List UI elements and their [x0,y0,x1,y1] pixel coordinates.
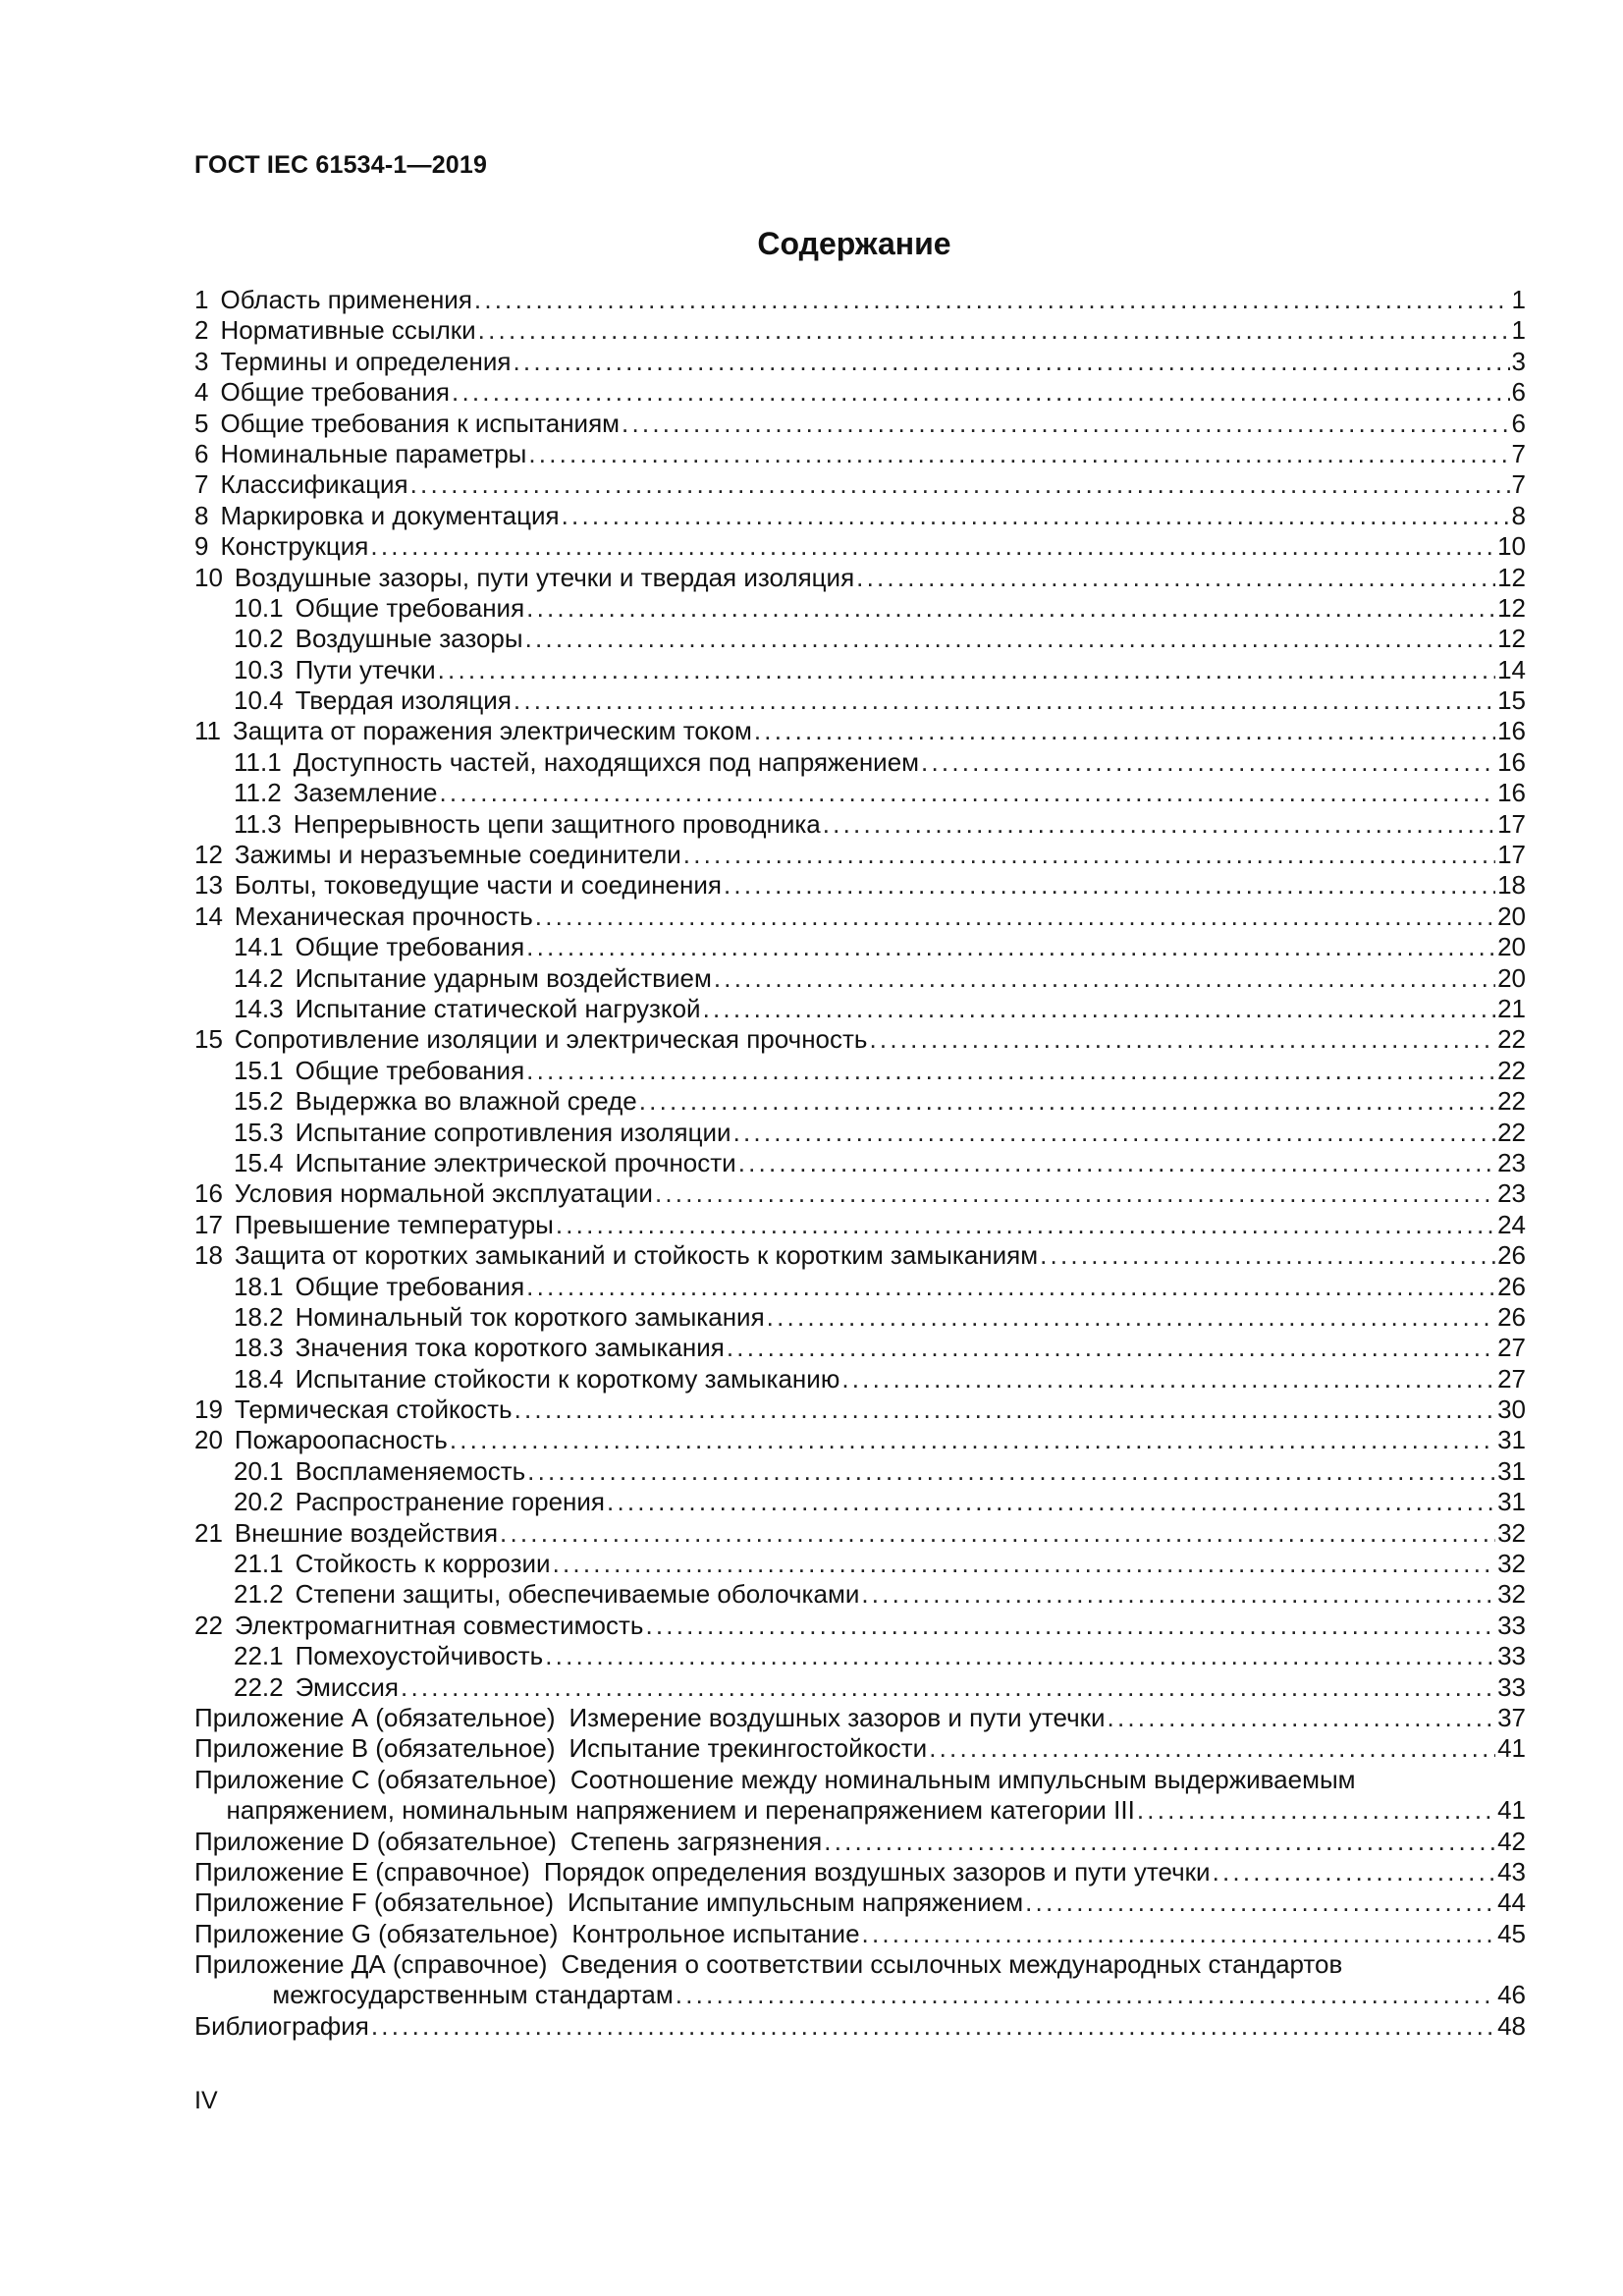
toc-entry-label: Испытание сопротивления изоляции [295,1117,731,1147]
toc-entry[interactable] [194,409,1526,439]
toc-entry-label: Термины и определения [220,346,512,376]
dot-leader [862,1919,1496,1949]
annex-title: Степень загрязнения [569,1826,823,1856]
dot-leader [738,1148,1495,1178]
toc-entry-number: 15 [194,1024,223,1055]
dot-leader [754,716,1495,746]
toc-entry[interactable] [194,1672,1526,1703]
dot-leader [676,1980,1495,2010]
toc-entry-label: Механическая прочность [234,901,533,931]
toc-entry[interactable] [194,1487,1526,1517]
toc-entry-number: 9 [194,531,209,562]
toc-entry-number: 10.2 [234,624,284,654]
annex-prefix: Приложение А (обязательное) [194,1702,556,1732]
toc-entry-number: 1 [194,285,209,314]
toc-entry[interactable] [194,1333,1526,1363]
toc-entry[interactable] [194,655,1526,685]
toc-entry-page: 17 [1497,840,1526,870]
annex-title-continuation: напряжением, номинальным напряжением и перенапряжением категории III [226,1795,1135,1826]
toc-entry[interactable] [194,439,1526,469]
toc-entry[interactable] [194,1579,1526,1610]
toc-entry-number: 14.2 [234,962,284,993]
toc-entry-page: 20 [1497,932,1526,962]
toc-entry-page: 26 [1497,1240,1526,1271]
toc-entry-page: 16 [1497,778,1526,808]
toc-entry-label: Сопротивление изоляции и электрическая прочность [234,1024,868,1055]
dot-leader [535,902,1495,932]
toc-entry-number: 2 [194,315,209,346]
toc-entry[interactable] [194,685,1526,716]
toc-entry-number: 18.2 [234,1301,284,1332]
annex-title: Порядок определения воздушных зазоров и пути утечки [543,1856,1211,1886]
toc-entry-number: 20.2 [234,1487,284,1517]
toc-entry[interactable] [194,1024,1526,1055]
toc-entry-page: 41 [1497,1795,1526,1826]
toc-entry[interactable] [194,809,1526,840]
toc-entry-number: 17 [194,1209,223,1239]
dot-leader [562,501,1510,531]
toc-entry-page: 18 [1497,870,1526,901]
toc-entry-number: 3 [194,346,209,376]
toc-entry-page: 16 [1497,716,1526,746]
dot-leader [526,1272,1495,1302]
dot-leader [401,1672,1495,1703]
toc-entry-number: 15.4 [234,1147,284,1177]
dot-leader [824,1827,1495,1857]
dot-leader [703,994,1496,1024]
dot-leader [1040,1240,1495,1271]
toc-entry-page: 27 [1497,1363,1526,1394]
toc-entry[interactable] [194,1272,1526,1302]
toc-entry-number: 11 [194,716,221,746]
toc-entry-number: 13 [194,870,223,901]
toc-entry-number: 10 [194,562,223,592]
toc-entry-label: Заземление [293,778,438,808]
toc-entry-label: Болты, токоведущие части и соединения [234,870,722,901]
toc-entry[interactable] [194,932,1526,962]
toc-entry-label: Классификация [220,469,408,500]
dot-leader [513,347,1509,377]
toc-entry-page: 41 [1497,1733,1526,1764]
dot-leader [767,1302,1495,1333]
toc-entry[interactable] [194,870,1526,901]
toc-entry-number: 11.1 [234,746,282,777]
dot-leader [622,409,1509,439]
dot-leader [929,1733,1495,1764]
toc-entry[interactable] [194,1394,1526,1425]
toc-entry[interactable] [194,1456,1526,1487]
toc-entry[interactable] [194,593,1526,624]
toc-entry-page: 32 [1497,1517,1526,1548]
toc-entry-page: 15 [1497,685,1526,716]
toc-entry-page: 26 [1497,1271,1526,1301]
dot-leader [1025,1887,1495,1918]
toc-entry-label: Общие требования [220,377,451,408]
dot-leader [514,1394,1496,1425]
toc-annex-entry[interactable] [194,1857,1526,1887]
toc-entry-page: 7 [1511,438,1526,468]
toc-entry[interactable] [194,902,1526,932]
annex-title-continuation: межгосударственным стандартам [272,1980,674,2010]
toc-entry-label: Выдержка во влажной среде [295,1086,637,1117]
toc-entry-page: 42 [1497,1826,1526,1856]
toc-entry-page: 31 [1497,1487,1526,1517]
dot-leader [438,655,1495,685]
toc-entry-label: Воздушные зазоры, пути утечки и твердая изоляция [234,562,855,592]
toc-entry-label: Защита от коротких замыканий и стойкость к коротким замыканиям [234,1240,1039,1271]
dot-leader [841,1364,1495,1394]
toc-entry-number: 14 [194,901,223,931]
dot-leader [526,593,1495,624]
toc-entry-number: 22.2 [234,1671,284,1702]
toc-annex-entry[interactable] [194,1887,1526,1918]
toc-entry-number: 15.2 [234,1086,284,1117]
annex-prefix: Приложение F (обязательное) [194,1887,555,1918]
toc-entry[interactable] [194,563,1526,593]
dot-leader [525,624,1496,654]
toc-entry-number: 21.1 [234,1549,284,1579]
toc-entry-number: 16 [194,1178,223,1209]
toc-entry[interactable] [194,1425,1526,1455]
table-of-contents [194,285,1526,2042]
toc-entry-number: 15.3 [234,1117,284,1147]
toc-entry[interactable] [194,1178,1526,1209]
dot-leader [556,1210,1495,1240]
toc-annex-continuation[interactable] [194,1980,1526,2010]
toc-entry-label: Непрерывность цепи защитного проводника [293,808,821,839]
toc-entry-number: 18.1 [234,1271,284,1301]
annex-prefix: Приложение С (обязательное) [194,1764,557,1794]
toc-entry[interactable] [194,778,1526,808]
toc-entry-page: 48 [1497,2010,1526,2041]
toc-entry[interactable] [194,1641,1526,1671]
toc-entry-label: Внешние воздействия [234,1517,499,1548]
toc-entry-page: 21 [1497,993,1526,1023]
toc-entry-page: 12 [1497,624,1526,654]
toc-entry-page: 31 [1497,1425,1526,1455]
dot-leader [478,315,1510,346]
toc-entry-label: Электромагнитная совместимость [234,1610,644,1640]
dot-leader [553,1549,1496,1579]
dot-leader [921,747,1495,778]
toc-entry[interactable] [194,285,1526,315]
toc-entry-page: 33 [1497,1610,1526,1640]
toc-entry-label: Защита от поражения электрическим током [233,716,752,746]
toc-entry-page: 43 [1497,1856,1526,1886]
dot-leader [856,563,1495,593]
toc-entry-number: 10.1 [234,592,284,623]
toc-entry-page: 26 [1497,1301,1526,1332]
annex-title: Испытание трекингостойкости [568,1733,928,1764]
dot-leader [714,963,1495,994]
toc-entry-label: Доступность частей, находящихся под напряжением [293,746,920,777]
toc-entry-page: 22 [1497,1024,1526,1055]
toc-entry-number: 5 [194,408,209,438]
toc-entry-page: 8 [1511,500,1526,530]
toc-entry-label: Испытание стойкости к короткому замыканию [295,1363,840,1394]
toc-entry[interactable] [194,469,1526,500]
dot-leader [371,2011,1495,2042]
dot-leader [452,377,1510,408]
page-title: Содержание [757,226,951,261]
toc-entry-label: Степени защиты, обеспечиваемые оболочками [295,1579,860,1610]
toc-annex-entry[interactable] [194,1949,1526,1980]
toc-entry-page: 44 [1497,1887,1526,1918]
toc-entry[interactable] [194,1210,1526,1240]
toc-entry[interactable] [194,1364,1526,1394]
toc-annex-entry[interactable] [194,1765,1526,1795]
toc-entry-label: Эмиссия [295,1671,400,1702]
toc-entry[interactable] [194,377,1526,408]
annex-title: Испытание импульсным напряжением [568,1887,1024,1918]
dot-leader [545,1641,1495,1671]
dot-leader [683,840,1495,870]
dot-leader [440,778,1496,808]
dot-leader [526,932,1495,962]
annex-prefix: Приложение В (обязательное) [194,1733,556,1764]
dot-leader [1213,1857,1496,1887]
annex-title: Соотношение между номинальным импульсным выдерживаемым [569,1764,1356,1794]
dot-leader [869,1024,1495,1055]
dot-leader [500,1518,1495,1549]
toc-entry-page: 46 [1497,1980,1526,2010]
toc-entry-page: 22 [1497,1117,1526,1147]
toc-entry-label: Термическая стойкость [234,1394,513,1425]
toc-annex-entry[interactable] [194,1919,1526,1949]
toc-entry-page: 22 [1497,1086,1526,1117]
toc-entry-page: 32 [1497,1579,1526,1610]
toc-entry-page: 24 [1497,1209,1526,1239]
toc-entry-page: 17 [1497,808,1526,839]
toc-entry-label: Номинальный ток короткого замыкания [295,1301,765,1332]
toc-entry-label: Маркировка и документация [220,500,560,530]
toc-entry[interactable] [194,1549,1526,1579]
annex-prefix: Приложение G (обязательное) [194,1918,559,1948]
toc-entry-label: Пожароопасность [234,1425,448,1455]
dot-leader [607,1487,1495,1517]
toc-entry-label: Воспламеняемость [295,1455,526,1486]
toc-entry[interactable] [194,1056,1526,1086]
toc-entry-label: Пути утечки [295,654,436,684]
toc-entry-label: Воздушные зазоры [295,624,523,654]
toc-entry-number: 10.4 [234,685,284,716]
dot-leader [528,439,1509,469]
toc-entry[interactable] [194,963,1526,994]
dot-leader [1108,1703,1496,1733]
toc-entry[interactable] [194,315,1526,346]
toc-entry-label: Общие требования [295,592,525,623]
toc-entry-label: Испытание ударным воздействием [295,962,712,993]
toc-entry-number: 4 [194,377,209,408]
toc-entry[interactable] [194,1240,1526,1271]
annex-title: Сведения о соответствии ссылочных международных стандартов [561,1949,1343,1980]
toc-entry-label: Распространение горения [295,1487,606,1517]
toc-entry-page: 20 [1497,962,1526,993]
dot-leader [861,1579,1495,1610]
toc-entry-page: 12 [1497,592,1526,623]
toc-entry-number: 21 [194,1517,223,1548]
toc-entry-label: Помехоустойчивость [295,1641,544,1671]
toc-entry[interactable] [194,1148,1526,1178]
toc-entry-page: 22 [1497,1055,1526,1085]
toc-entry-page: 14 [1497,654,1526,684]
toc-entry-number: 15.1 [234,1055,284,1085]
dot-leader [527,1456,1495,1487]
toc-entry-page: 10 [1497,531,1526,562]
toc-entry-page: 30 [1497,1394,1526,1425]
toc-entry-page: 1 [1511,315,1526,346]
toc-entry-page: 3 [1511,346,1526,376]
dot-leader [727,1333,1495,1363]
toc-entry-number: 8 [194,500,209,530]
toc-bibliography[interactable] [194,2011,1526,2042]
page-number: IV [194,2087,218,2114]
toc-entry-label: Конструкция [220,531,369,562]
toc-entry[interactable] [194,994,1526,1024]
toc-entry-label: Общие требования [295,932,525,962]
toc-entry-page: 12 [1497,562,1526,592]
toc-entry-label: Нормативные ссылки [220,315,476,346]
toc-entry-page: 33 [1497,1671,1526,1702]
toc-entry-number: 6 [194,438,209,468]
toc-entry-page: 31 [1497,1455,1526,1486]
toc-entry-page: 27 [1497,1333,1526,1363]
toc-entry-number: 12 [194,840,223,870]
toc-entry-label: Стойкость к коррозии [295,1549,551,1579]
toc-entry-label: Условия нормальной эксплуатации [234,1178,653,1209]
toc-entry-page: 16 [1497,746,1526,777]
toc-entry[interactable] [194,624,1526,654]
dot-leader [1137,1795,1495,1826]
toc-entry-label: Испытание статической нагрузкой [295,993,701,1023]
toc-entry-page: 33 [1497,1641,1526,1671]
toc-entry[interactable] [194,347,1526,377]
toc-entry-number: 18.3 [234,1333,284,1363]
toc-entry-label: Значения тока короткого замыкания [295,1333,725,1363]
toc-entry-number: 11.3 [234,808,282,839]
toc-entry-page: 7 [1511,469,1526,500]
toc-entry-label: Твердая изоляция [295,685,512,716]
annex-title: Контрольное испытание [571,1918,860,1948]
dot-leader [526,1056,1495,1086]
dot-leader [823,809,1495,840]
bibliography-label: Библиография [194,2010,369,2041]
toc-entry[interactable] [194,716,1526,746]
toc-entry-number: 21.2 [234,1579,284,1610]
toc-entry-label: Зажимы и неразъемные соединители [234,840,681,870]
toc-entry-number: 18 [194,1240,223,1271]
dot-leader [514,685,1495,716]
dot-leader [639,1086,1495,1117]
toc-entry[interactable] [194,747,1526,778]
toc-entry-number: 14.1 [234,932,284,962]
dot-leader [724,870,1495,901]
toc-entry-page: 1 [1511,285,1526,314]
toc-entry-number: 14.3 [234,993,284,1023]
dot-leader [655,1178,1495,1209]
toc-annex-entry[interactable] [194,1733,1526,1764]
toc-entry[interactable] [194,1118,1526,1148]
toc-entry[interactable] [194,1518,1526,1549]
toc-entry[interactable] [194,1611,1526,1641]
toc-entry-page: 20 [1497,901,1526,931]
dot-leader [370,531,1495,562]
toc-entry-number: 22.1 [234,1641,284,1671]
toc-entry-label: Номинальные параметры [220,438,527,468]
toc-entry-page: 23 [1497,1178,1526,1209]
toc-annex-continuation[interactable] [194,1795,1526,1826]
toc-entry-number: 18.4 [234,1363,284,1394]
toc-entry-number: 10.3 [234,654,284,684]
toc-entry-number: 19 [194,1394,223,1425]
toc-entry[interactable] [194,1086,1526,1117]
toc-entry-label: Общие требования [295,1055,525,1085]
toc-entry[interactable] [194,531,1526,562]
annex-prefix: Приложение ДА (справочное) [194,1949,548,1980]
toc-entry[interactable] [194,1302,1526,1333]
toc-entry[interactable] [194,840,1526,870]
dot-leader [410,469,1510,500]
toc-entry-page: 45 [1497,1918,1526,1948]
toc-entry-page: 6 [1511,377,1526,408]
toc-entry-label: Общие требования к испытаниям [220,408,621,438]
toc-annex-entry[interactable] [194,1827,1526,1857]
toc-entry-number: 11.2 [234,778,282,808]
annex-prefix: Приложение D (обязательное) [194,1826,557,1856]
toc-entry-label: Общие требования [295,1271,525,1301]
document-code: ГОСТ IEC 61534-1—2019 [194,151,488,179]
annex-prefix: Приложение Е (справочное) [194,1856,530,1886]
toc-entry-page: 23 [1497,1147,1526,1177]
toc-entry-page: 37 [1497,1702,1526,1732]
toc-entry-number: 22 [194,1610,223,1640]
dot-leader [450,1425,1495,1455]
toc-entry-label: Испытание электрической прочности [295,1147,736,1177]
toc-entry-label: Превышение температуры [234,1209,554,1239]
dot-leader [733,1118,1496,1148]
toc-entry-page: 32 [1497,1549,1526,1579]
toc-entry-number: 7 [194,469,209,500]
toc-entry-label: Область применения [220,285,472,314]
annex-title: Измерение воздушных зазоров и пути утечки [568,1702,1106,1732]
toc-entry-number: 20.1 [234,1455,284,1486]
toc-entry-page: 6 [1511,408,1526,438]
toc-entry-number: 20 [194,1425,223,1455]
toc-entry[interactable] [194,501,1526,531]
dot-leader [645,1611,1495,1641]
toc-annex-entry[interactable] [194,1703,1526,1733]
dot-leader [474,285,1510,315]
